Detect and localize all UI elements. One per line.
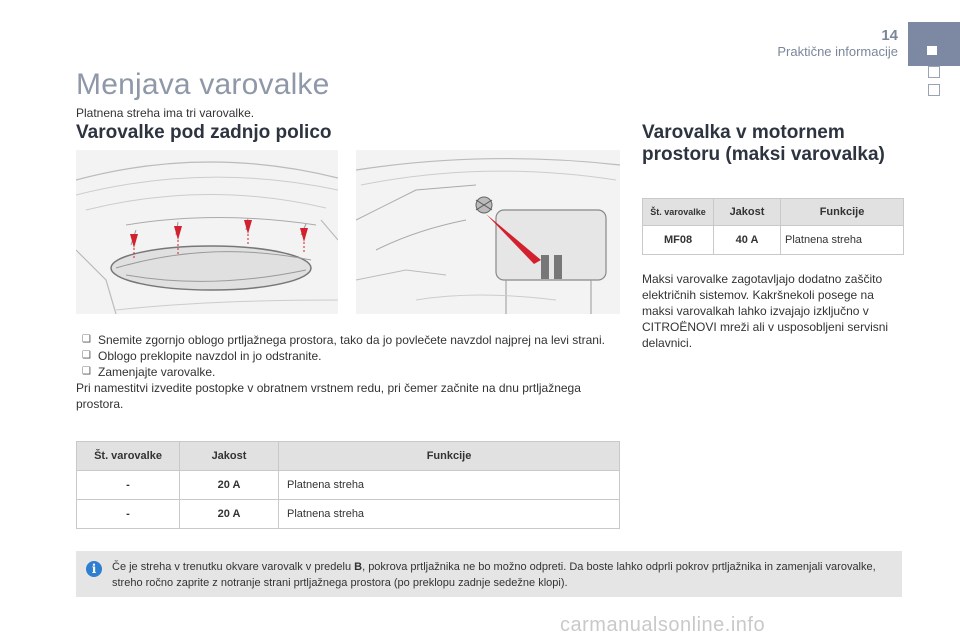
right-heading-line: Varovalka v motornem bbox=[642, 122, 845, 143]
tab-marker-icon bbox=[927, 46, 937, 55]
checkbox-icon: ❑ bbox=[82, 350, 91, 361]
instruction-step: ❑ Zamenjajte varovalke. bbox=[82, 365, 216, 379]
column-header: Jakost bbox=[180, 442, 279, 471]
info-icon: i bbox=[86, 561, 102, 577]
info-text: Če je streha v trenutku okvare varovalk v predelu B, pokrova prtljažnika ne bo možno odpreti. Da boste lahko odprli pokrov prtljažnika in zamenjali varovalke, streho ročno zaprite z notranje strani prtljažnega prostora (po preklopu zadnje sedežne klopi). bbox=[112, 561, 876, 589]
instruction-step: ❑ Snemite zgornjo oblogo prtljažnega prostora, tako da jo povlečete navzdol najprej na levi strani. bbox=[82, 333, 605, 347]
fuse-number-cell: MF08 bbox=[643, 226, 714, 255]
section-tab-box[interactable] bbox=[928, 84, 940, 96]
instruction-step: ❑ Oblogo preklopite navzdol in jo odstranite. bbox=[82, 349, 322, 363]
fuse-number-cell: - bbox=[77, 471, 180, 500]
column-header: Št. varovalke bbox=[643, 199, 714, 226]
section-name: Praktične informacije bbox=[777, 44, 898, 59]
section-tab-box[interactable] bbox=[928, 66, 940, 78]
rear-shelf-illustration bbox=[76, 150, 338, 314]
column-header: Jakost bbox=[714, 199, 781, 226]
info-box bbox=[76, 551, 902, 597]
page-subtitle: Platnena streha ima tri varovalke. bbox=[76, 106, 255, 120]
rating-cell: 20 A bbox=[180, 471, 279, 500]
fuse-number-cell: - bbox=[77, 500, 180, 529]
checkbox-icon: ❑ bbox=[82, 366, 91, 377]
engine-compartment-illustration bbox=[356, 150, 620, 314]
right-section-heading bbox=[642, 122, 942, 166]
rear-fuse-table bbox=[76, 441, 620, 529]
function-cell: Platnena streha bbox=[781, 226, 904, 255]
function-cell: Platnena streha bbox=[279, 500, 620, 529]
function-cell: Platnena streha bbox=[279, 471, 620, 500]
column-header: Št. varovalke bbox=[77, 442, 180, 471]
maxi-fuse-text: Maksi varovalke zagotavljajo dodatno zaščito električnih sistemov. Kakršnekoli posege na maksi varovalkah lahko izvajajo izključno v CITROËNOVI mreži ali v usposobljeni servisni delavnici. bbox=[642, 272, 889, 350]
maxi-fuse-table bbox=[642, 198, 904, 255]
left-section-heading: Varovalke pod zadnjo polico bbox=[76, 122, 332, 143]
checkbox-icon: ❑ bbox=[82, 334, 91, 345]
column-header: Funkcije bbox=[279, 442, 620, 471]
table-row bbox=[77, 471, 620, 500]
right-heading-line: prostoru (maksi varovalka) bbox=[642, 144, 885, 165]
rating-cell: 20 A bbox=[180, 500, 279, 529]
instructions bbox=[76, 332, 606, 412]
table-row bbox=[643, 226, 904, 255]
column-header: Funkcije bbox=[781, 199, 904, 226]
watermark: carmanualsonline.info bbox=[560, 614, 766, 636]
table-row bbox=[77, 500, 620, 529]
page-number: 14 bbox=[881, 27, 898, 44]
reinstall-note: Pri namestitvi izvedite postopke v obratnem vrstnem redu, pri čemer začnite na dnu prtljažnega prostora. bbox=[76, 381, 581, 411]
page-title: Menjava varovalke bbox=[76, 68, 330, 101]
rating-cell: 40 A bbox=[714, 226, 781, 255]
section-tab-active[interactable] bbox=[908, 22, 960, 66]
